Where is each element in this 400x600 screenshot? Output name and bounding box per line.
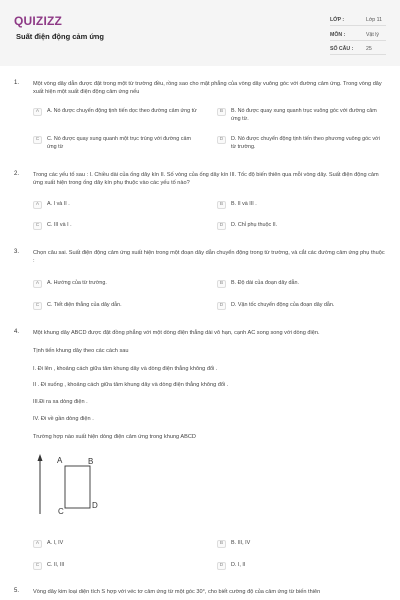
divider	[330, 40, 386, 41]
option-letter: C	[33, 302, 42, 310]
option-letter: B	[217, 108, 226, 116]
question-number: 2.	[14, 171, 20, 177]
statement: II . Đi xuống , khoảng cách giữa tâm khung dây và dòng điện thẳng không đổi .	[33, 382, 229, 388]
frame-abcd	[65, 466, 90, 508]
question-text: Một vòng dây dẫn được đặt trong một từ trường đều, rồng sao cho mặt phẳng của vòng dây vuông góc với đường cảm ứng. Trong vòng dây xuất hiện một suất điện động cảm ứng nếu	[33, 81, 382, 95]
worksheet-title: Suất điện động cảm ứng	[16, 32, 104, 41]
option-text: B. III, IV	[231, 540, 251, 546]
question-text: Một khung dây ABCD được đặt đồng phẳng với một dòng điện thẳng dài vô hạn, cạnh AC song song với dòng điện.	[33, 330, 320, 336]
option-text: B. Nó được quay xung quanh trục vuông góc với đường cảm ứng từ.	[231, 108, 377, 122]
option-text: B. II và III .	[231, 201, 257, 207]
vertex-label: D	[92, 501, 98, 510]
divider	[330, 25, 386, 26]
option-letter: A	[33, 280, 42, 288]
option-letter: A	[33, 108, 42, 116]
worksheet-header	[0, 0, 400, 66]
option-text: C. Tiết diện thẳng của dây dẫn.	[47, 302, 122, 308]
question-number: 3.	[14, 249, 20, 255]
option-letter: A	[33, 540, 42, 548]
meta-key: LỚP :	[330, 17, 345, 23]
question-text: Chọn câu sai. Suất điện động cảm ứng xuất hiện trong một đoạn dây dẫn chuyển động trong từ trường, và cắt các đường cảm ứng phụ thuộc :	[33, 250, 385, 264]
option-text: A. I, IV	[47, 540, 64, 546]
meta-value: Lớp 11	[366, 17, 382, 23]
diagram-svg	[30, 452, 120, 522]
option-letter: C	[33, 562, 42, 570]
quizizz-logo: QUIZIZZ	[14, 14, 63, 28]
option-letter: A	[33, 201, 42, 209]
question-text: Vòng dây kim loại diện tích S hợp với véc tơ cảm ứng từ một góc 30°, cho biết cường độ của cảm ứng từ biến thiên	[33, 589, 321, 595]
meta-value: 25	[366, 46, 372, 52]
option-text: A. Nó được chuyển động tịnh tiến dọc theo đường cảm ứng từ	[47, 108, 197, 114]
current-loop-diagram	[30, 452, 120, 522]
option-text: D. Chỉ phụ thuộc II.	[231, 222, 278, 228]
question-text: Trong các yếu tố sau : I. Chiều dài của ống dây kín II. Số vòng của ống dây kín III. Tốc độ biến thiên qua mỗi vòng dây. Suất điện động cảm ứng xuất hiện trong ống dây kín phụ thuộc vào các yếu tố nào?	[33, 172, 379, 186]
option-letter: B	[217, 540, 226, 548]
vertex-label: C	[58, 507, 64, 516]
vertex-label: A	[57, 456, 63, 465]
meta-key: SỐ CÂU :	[330, 46, 354, 52]
option-letter: D	[217, 222, 226, 230]
option-letter: B	[217, 201, 226, 209]
vertex-label: B	[88, 457, 94, 466]
question-number: 4.	[14, 329, 20, 335]
question-number: 1.	[14, 80, 20, 86]
option-letter: D	[217, 562, 226, 570]
statement: IV. Đi về gần dòng điện .	[33, 416, 94, 422]
option-letter: D	[217, 136, 226, 144]
option-text: B. Độ dài của đoạn dây dẫn.	[231, 280, 300, 286]
statement: Tịnh tiến khung dây theo các cách sau	[33, 348, 129, 354]
option-text: A. I và II .	[47, 201, 70, 207]
statement: III.Đi ra xa dòng điện .	[33, 399, 88, 405]
option-letter: C	[33, 222, 42, 230]
option-text: D. Vận tốc chuyển động của đoạn dây dẫn.	[231, 302, 335, 308]
option-text: C. Nó được quay xung quanh một trục trùng với đường cảm ứng từ	[47, 136, 191, 150]
meta-key: MÔN :	[330, 32, 346, 38]
current-arrow-icon	[38, 454, 43, 461]
statement: I. Đi lên , khoảng cách giữa tâm khung dây và dòng điện thẳng không đổi .	[33, 366, 218, 372]
option-text: C. III và I .	[47, 222, 72, 228]
meta-value: Vật lý	[366, 32, 379, 38]
option-letter: C	[33, 136, 42, 144]
option-text: A. Hướng của từ trường.	[47, 280, 107, 286]
option-text: D. I, II	[231, 562, 246, 568]
option-text: D. Nó được chuyển động tịnh tiến theo phương vuông góc với từ trường.	[231, 136, 380, 150]
option-text: C. II, III	[47, 562, 65, 568]
statement: Trường hợp nào xuất hiện dòng điện cảm ứng trong khung ABCD	[33, 434, 196, 440]
question-number: 5.	[14, 588, 20, 594]
option-letter: D	[217, 302, 226, 310]
option-letter: B	[217, 280, 226, 288]
divider	[330, 54, 386, 55]
